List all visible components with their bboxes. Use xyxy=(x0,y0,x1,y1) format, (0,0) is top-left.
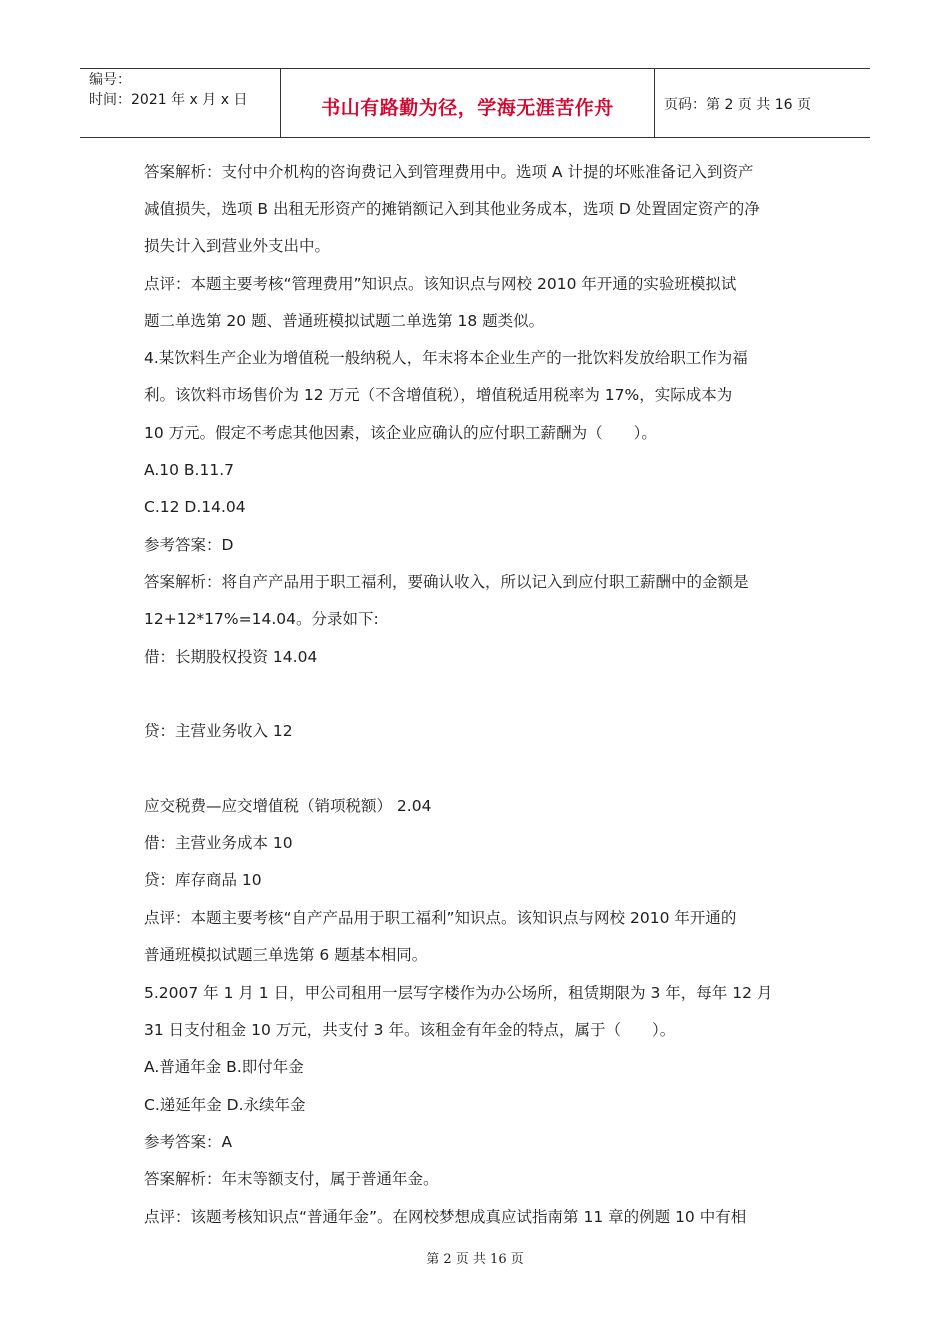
option-line: A.普通年金 B.即付年金 xyxy=(144,1058,304,1076)
body-line: 点评：本题主要考核“管理费用”知识点。该知识点与网校 2010 年开通的实验班模拟试 xyxy=(144,275,737,293)
question-5-line: 31 日支付租金 10 万元，共支付 3 年。该租金有年金的特点，属于（ ）。 xyxy=(144,1021,676,1039)
body-line: 题二单选第 20 题、普通班模拟试题二单选第 18 题类似。 xyxy=(144,312,545,330)
body-line: 点评：该题考核知识点“普通年金”。在网校梦想成真应试指南第 11 章的例题 10 中有相 xyxy=(144,1208,747,1226)
option-line: C.递延年金 D.永续年金 xyxy=(144,1096,306,1114)
body-line: 减值损失，选项 B 出租无形资产的摊销额记入到其他业务成本，选项 D 处置固定资产的净 xyxy=(144,200,760,218)
option-line: A.10 B.11.7 xyxy=(144,461,234,479)
question-5-line: 5.2007 年 1 月 1 日，甲公司租用一层写字楼作为办公场所，租赁期限为 3 年，每年 12 月 xyxy=(144,984,773,1002)
document-date-label: 时间：2021 年 x 月 x 日 xyxy=(89,92,248,108)
reference-answer: 参考答案：A xyxy=(144,1133,233,1151)
question-4-line: 利。该饮料市场售价为 12 万元（不含增值税），增值税适用税率为 17%，实际成本为 xyxy=(144,386,733,404)
body-line: 损失计入到营业外支出中。 xyxy=(144,237,331,255)
question-4-line: 4.某饮料生产企业为增值税一般纳税人，年末将本企业生产的一批饮料发放给职工作为福 xyxy=(144,349,748,367)
journal-entry-line: 贷：库存商品 10 xyxy=(144,871,262,889)
option-line: C.12 D.14.04 xyxy=(144,498,246,516)
body-line: 答案解析：将自产产品用于职工福利，要确认收入，所以记入到应付职工薪酬中的金额是 xyxy=(144,573,749,591)
body-line: 答案解析：年末等额支付，属于普通年金。 xyxy=(144,1170,439,1188)
page-footer: 第 2 页 共 16 页 xyxy=(426,1252,524,1267)
body-line: 点评：本题主要考核“自产产品用于职工福利”知识点。该知识点与网校 2010 年开通的 xyxy=(144,909,737,927)
journal-entry-line: 借：主营业务成本 10 xyxy=(144,834,293,852)
body-line: 普通班模拟试题三单选第 6 题基本相同。 xyxy=(144,946,428,964)
body-line: 12+12*17%=14.04。分录如下: xyxy=(144,610,379,628)
document-number-label: 编号： xyxy=(89,72,131,88)
journal-entry-line: 贷：主营业务收入 12 xyxy=(144,722,293,740)
header-motto: 书山有路勤为径，学海无涯苦作舟 xyxy=(321,97,614,119)
question-4-line: 10 万元。假定不考虑其他因素，该企业应确认的应付职工薪酬为（ ）。 xyxy=(144,424,657,442)
journal-entry-line: 借：长期股权投资 14.04 xyxy=(144,648,318,666)
journal-entry-line: 应交税费—应交增值税（销项税额） 2.04 xyxy=(144,797,432,815)
body-line: 答案解析：支付中介机构的咨询费记入到管理费用中。选项 A 计提的坏账准备记入到资产 xyxy=(144,163,754,181)
reference-answer: 参考答案：D xyxy=(144,536,234,554)
header-page-info: 页码：第 2 页 共 16 页 xyxy=(664,97,811,113)
